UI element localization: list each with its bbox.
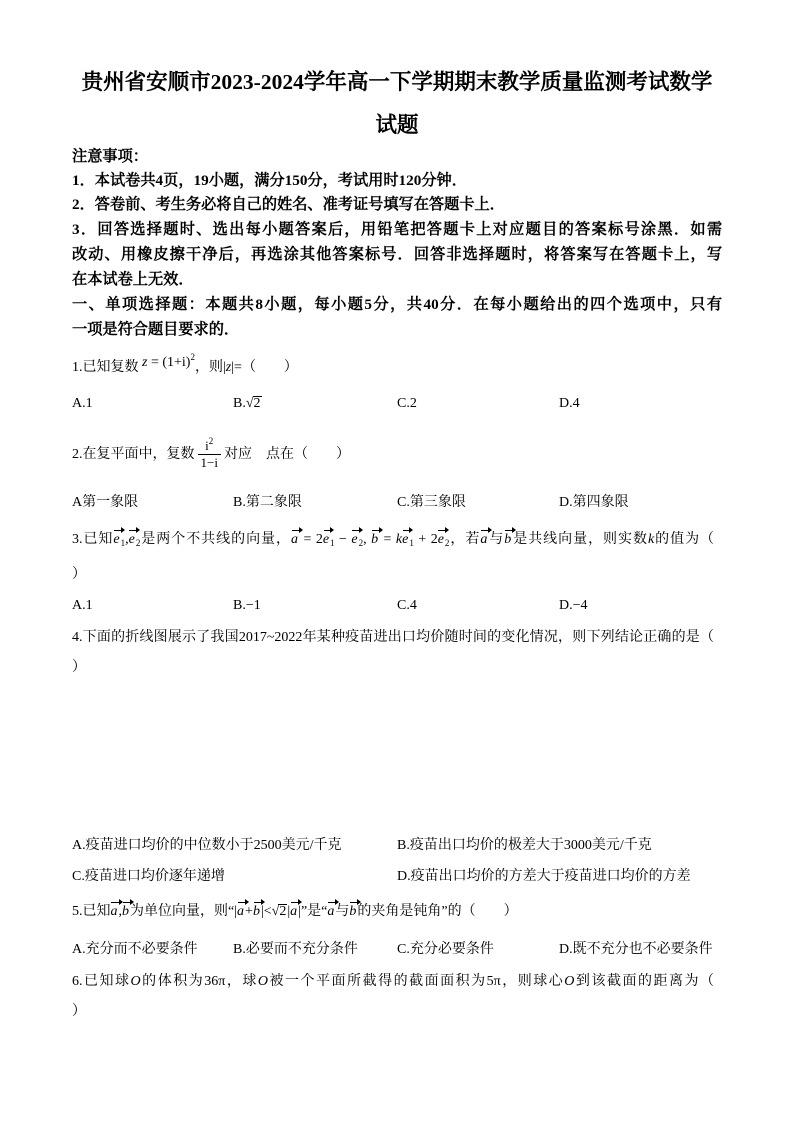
notes-item-3-line3: 在本试卷上无效． xyxy=(72,271,194,288)
q3-vector-b: b xyxy=(371,532,379,547)
q5-sqrt-sign: √ xyxy=(271,904,280,919)
question-1-stem xyxy=(72,352,298,378)
q1-option-b-label: B. xyxy=(233,396,246,411)
q5-abs-open: | xyxy=(234,904,238,919)
q5-option-c: C.充分必要条件 xyxy=(397,942,494,957)
q2-option-a: A第一象限 xyxy=(72,495,139,510)
q6-var-o: O xyxy=(130,974,141,989)
q5-comma: , xyxy=(118,904,122,919)
q3-option-d: D.−4 xyxy=(559,598,588,613)
question-2-stem xyxy=(72,435,350,475)
q2-option-d: D.第四象限 xyxy=(559,495,629,510)
q6-text-4: ，则球心 xyxy=(500,974,565,989)
q3-vector-e: e xyxy=(402,532,409,547)
q5-text-1: 为单位向量，则“ xyxy=(130,904,235,919)
q3-subscript: 1 xyxy=(120,538,126,548)
q3-var-k: k xyxy=(647,532,655,547)
q3-vector-e: e xyxy=(113,532,120,547)
q1-var-z: z xyxy=(142,355,148,370)
q3-separator: , xyxy=(363,532,372,547)
q4-option-a: A.疫苗进口均价的中位数小于2500美元/千克 xyxy=(72,838,342,853)
q6-var-o: O xyxy=(564,974,575,989)
q3-comma: , xyxy=(125,532,129,547)
q3-vector-e: e xyxy=(322,532,330,547)
q5-vector-a: a xyxy=(110,904,118,919)
q1-option-b-sqrt-sign: √ xyxy=(245,396,254,411)
q1-option-b xyxy=(233,394,262,414)
notes-heading: 注意事项： xyxy=(72,148,148,165)
q1-option-d: D.4 xyxy=(559,396,580,411)
q3-vector-e: e xyxy=(128,532,135,547)
q3-lead: 3.已知 xyxy=(72,532,114,547)
q2-option-c: C.第三象限 xyxy=(397,495,466,510)
q5-vector-a: a xyxy=(237,904,245,919)
q5-option-a: A.充分而不必要条件 xyxy=(72,942,198,957)
q5-with: 与 xyxy=(335,904,350,919)
q5-vector-b: b xyxy=(122,904,129,919)
q3-eq: = xyxy=(379,532,396,547)
question-6-stem-line1 xyxy=(72,972,714,992)
notes-item-1: 1．本试卷共4页，19小题，满分150分，考试用时120分钟． xyxy=(72,172,467,189)
q3-option-a: A.1 xyxy=(72,598,93,613)
question-3-stem-line2: ） xyxy=(72,567,86,582)
q5-vector-a: a xyxy=(290,904,298,919)
q3-subscript: 2 xyxy=(135,538,141,548)
q3-vector-a: a xyxy=(480,532,488,547)
q1-option-c: C.2 xyxy=(397,396,417,411)
q3-text-2: ，若 xyxy=(449,532,481,547)
q5-text-2: ”是“ xyxy=(300,904,328,919)
q3-option-c: C.4 xyxy=(397,598,417,613)
question-3-stem-line1 xyxy=(72,530,714,550)
q2-numerator-i: i xyxy=(205,438,209,454)
q2-denominator: 1−i xyxy=(200,455,218,471)
q3-subscript: 1 xyxy=(330,538,335,548)
q4-option-d: D.疫苗出口均价的方差大于疫苗进口均价的方差 xyxy=(397,869,691,884)
q3-vector-b: b xyxy=(504,532,512,547)
q5-option-b: B.必要而不充分条件 xyxy=(233,942,358,957)
q5-abs-open: | xyxy=(287,904,291,919)
q6-area: 5π xyxy=(486,974,501,989)
q6-volume: 36π xyxy=(204,974,226,989)
q3-subscript: 1 xyxy=(409,538,414,548)
notes-item-3-line2: 改动、用橡皮擦干净后，再选涂其他答案标号．回答非选择题时，将答案写在答题卡上，写 xyxy=(72,246,722,263)
exam-title-line2: 试题 xyxy=(375,113,419,137)
q6-text-5: 到该截面的距离为（ xyxy=(574,974,715,989)
notes-item-3-line1: 3．回答选择题时、选出每小题答案后，用铅笔把答题卡上对应题目的答案标号涂黑．如需 xyxy=(72,221,722,238)
question-4-stem-line2: ） xyxy=(72,660,86,675)
question-5-stem xyxy=(72,902,518,922)
q3-minus: − xyxy=(334,532,352,547)
q2-lead: 2.在复平面中，复数 xyxy=(72,447,195,462)
q3-with: 与 xyxy=(488,532,505,547)
q1-answer-blank: （ ） xyxy=(241,360,298,375)
exam-title-line1: 贵州省安顺市2023-2024学年高一下学期期末教学质量监测考试数学 xyxy=(81,70,713,94)
q1-abs-var-z: z xyxy=(225,360,232,375)
section-heading-line2: 一项是符合题目要求的． xyxy=(72,321,240,338)
q3-text-1: 是两个不共线的向量， xyxy=(140,532,291,547)
question-4-stem-line1: 4.下面的折线图展示了我国2017~2022年某种疫苗进出口均价随时间的变化情况，则下列结论正确的是（ xyxy=(72,630,714,645)
q3-vector-e: e xyxy=(351,532,358,547)
q6-lead: 6.已知球 xyxy=(72,974,131,989)
q3-eq-2: = 2 xyxy=(298,532,323,547)
notes-item-2: 2．答卷前、考生务必将自己的姓名、准考证号填写在答题卡上． xyxy=(72,196,505,213)
q5-abs-close: | xyxy=(298,904,301,919)
q5-plus: + xyxy=(245,904,253,919)
q3-plus-2: + 2 xyxy=(413,532,438,547)
q1-abs-open: | xyxy=(222,360,226,375)
q4-figure-area xyxy=(72,684,722,829)
q3-subscript: 2 xyxy=(444,538,450,548)
q4-option-b: B.疫苗出口均价的极差大于3000美元/千克 xyxy=(397,838,652,853)
q5-abs-close-lt: |< xyxy=(260,904,272,919)
q3-text-3: 是共线向量，则实数 xyxy=(512,532,648,547)
q5-lead: 5.已知 xyxy=(72,904,111,919)
q1-lead: 1.已知复数 xyxy=(72,360,139,375)
q5-radicand: 2 xyxy=(279,904,287,919)
q1-abs-close: |= xyxy=(231,360,242,375)
section-heading-line1: 一、单项选择题：本题共8小题，每小题5分，共40分．在每小题给出的四个选项中，只有 xyxy=(72,296,722,313)
q5-option-d: D.既不充分也不必要条件 xyxy=(559,942,713,957)
q1-then: ，则 xyxy=(194,360,223,375)
q3-option-b: B.−1 xyxy=(233,598,261,613)
q5-text-3: 的夹角是钝角”的（ ） xyxy=(357,904,518,919)
q6-var-o: O xyxy=(257,974,268,989)
q2-fraction xyxy=(198,438,221,471)
q1-option-a: A.1 xyxy=(72,396,93,411)
q1-exponent: 2 xyxy=(190,352,195,362)
question-6-stem-line2: ） xyxy=(72,1004,86,1019)
q5-vector-a: a xyxy=(327,904,335,919)
q3-var-k: k xyxy=(395,532,403,547)
q1-option-b-radicand: 2 xyxy=(253,396,261,411)
q2-tail: 对应 点在（ ） xyxy=(223,447,350,462)
q2-option-b: B.第二象限 xyxy=(233,495,302,510)
q5-vector-b: b xyxy=(349,904,357,919)
q3-text-4: 的值为（ xyxy=(654,532,715,547)
q3-vector-e: e xyxy=(437,532,444,547)
q5-vector-b: b xyxy=(252,904,260,919)
q6-text-2: ，球 xyxy=(225,974,258,989)
q3-vector-a: a xyxy=(290,532,298,547)
q2-numerator-exponent: 2 xyxy=(208,436,214,447)
q4-option-c: C.疫苗进口均价逐年递增 xyxy=(72,869,225,884)
q3-subscript: 2 xyxy=(358,538,364,548)
q6-text-3: 被一个平面所截得的截面面积为 xyxy=(267,974,487,989)
q1-equation xyxy=(142,352,195,370)
q2-numerator xyxy=(198,438,221,455)
q1-rhs: = (1+i) xyxy=(147,355,191,370)
q6-text-1: 的体积为 xyxy=(140,974,205,989)
